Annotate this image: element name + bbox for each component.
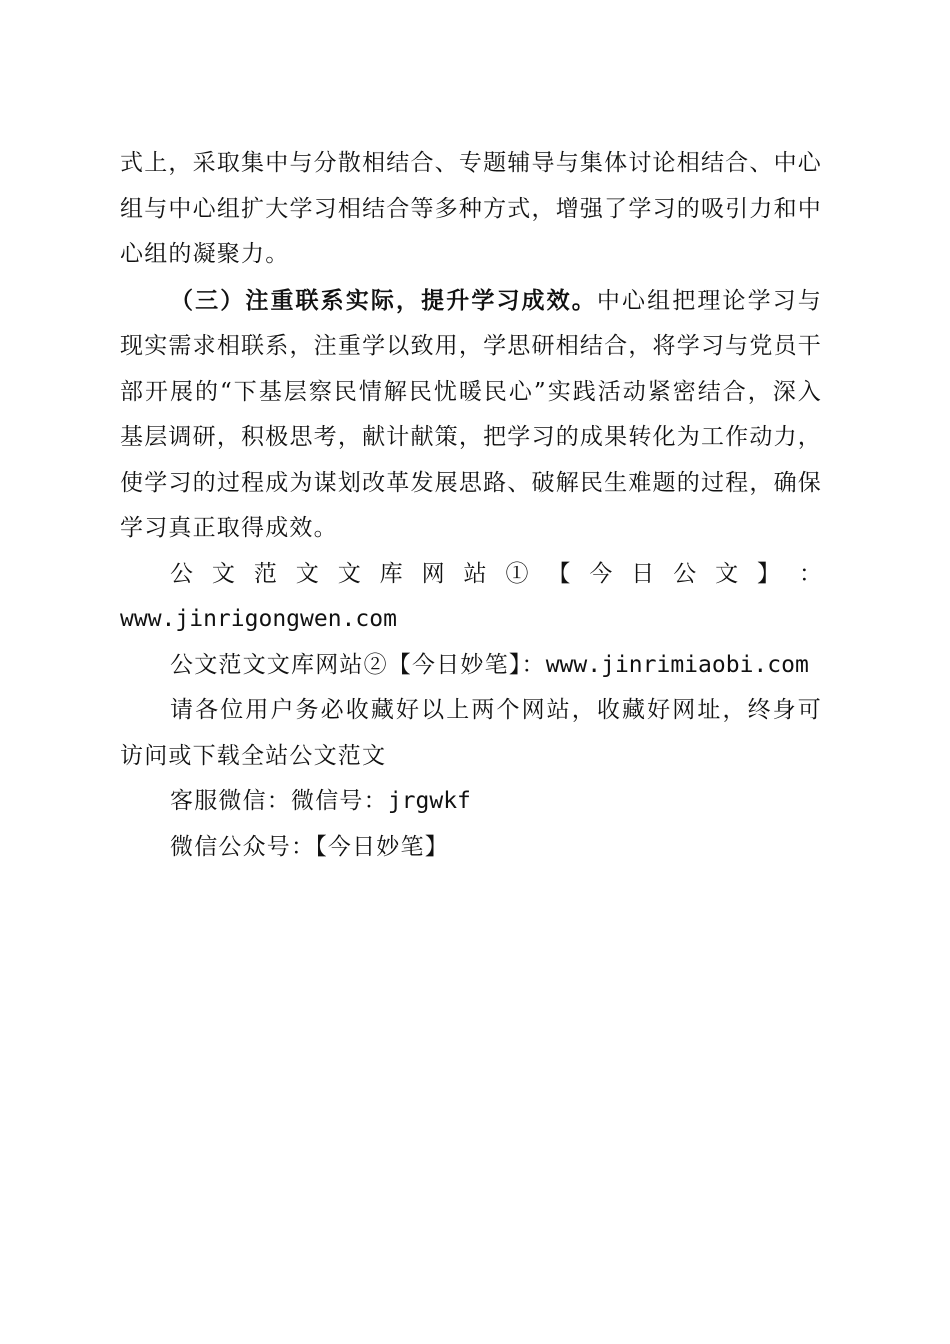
site2-url: www.jinrimiaobi.com [545, 651, 809, 678]
official-account-line: 微信公众号：【今日妙笔】 [170, 833, 449, 860]
bookmark-notice: 请各位用户务必收藏好以上两个网站，收藏好网址，终身可访问或下载全站公文范文 [120, 697, 822, 769]
site1-url: www.jinrigongwen.com [120, 606, 397, 632]
paragraph-section-three [120, 278, 822, 552]
customer-service-line [120, 779, 822, 825]
paragraph-continuation: 式上，采取集中与分散相结合、专题辅导与集体讨论相结合、中心组与中心组扩大学习相结合等多种方式，增强了学习的吸引力和中心组的凝聚力。 [120, 150, 822, 267]
section-heading: （三）注重联系实际，提升学习成效。 [170, 286, 597, 314]
section-body: 中心组把理论学习与现实需求相联系，注重学以致用，学思研相结合，将学习与党员干部开展的“下基层察民情解民忧暖民心”实践活动紧密结合，深入基层调研，积极思考，献计献策，把学习的成果转化为工作动力，使学习的过程成为谋划改革发展思路、破解民生难题的过程，确保学习真正取得成效。 [120, 287, 822, 541]
customer-service-id: jrgwkf [387, 788, 471, 814]
customer-service-label: 客服微信：微信号： [170, 788, 388, 814]
site2-label: 公文范文文库网站②【今日妙笔】： [170, 651, 546, 678]
site2-line [120, 643, 822, 689]
document-body [120, 141, 822, 870]
site1-label: 公 文 范 文 文 库 网 站 ① 【 今 日 公 文 】 ： [170, 560, 822, 587]
